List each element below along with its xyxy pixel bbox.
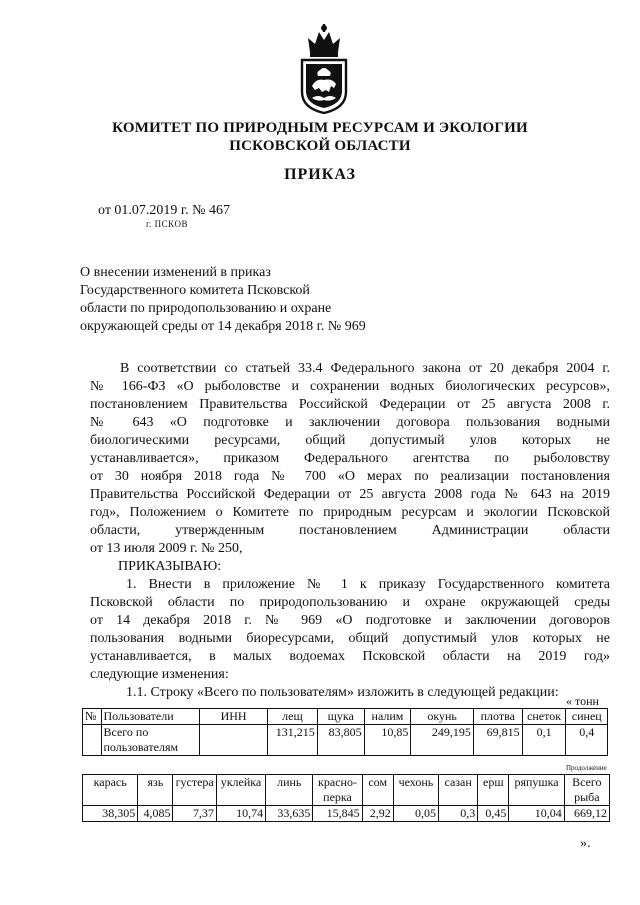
table-cell: 4,085 xyxy=(138,806,173,822)
order-date-number: от 01.07.2019 г. № 467 xyxy=(98,203,230,218)
table-cell: 38,305 xyxy=(83,806,138,822)
item1-line: 1. Внести в приложение № 1 к приказу Государственного комитета xyxy=(126,577,610,592)
item1-line: от 14 декабря 2018 г. № 969 «О подготовке и заключении договоров xyxy=(90,613,610,628)
item1-line: пользования водными биоресурсами, общий допустимый улов которых не xyxy=(90,631,610,646)
subject-line: Государственного комитета Псковской xyxy=(80,283,310,298)
table-cell: 7,37 xyxy=(173,806,216,822)
table-header-cell: налим xyxy=(364,709,411,725)
table-cell: 0,1 xyxy=(522,725,566,756)
table-header-cell: ряпушка xyxy=(509,775,564,806)
table-cell: 15,845 xyxy=(313,806,362,822)
preamble-line: области, утвержденным постановлением Администрации области xyxy=(90,523,610,538)
table-cell xyxy=(199,725,267,756)
table-header-cell: снеток xyxy=(522,709,566,725)
table-cell: 131,215 xyxy=(268,725,318,756)
table-header-row xyxy=(83,709,608,725)
table-cell: 10,74 xyxy=(216,806,265,822)
table-cell: 33,635 xyxy=(266,806,313,822)
table-cell: 2,92 xyxy=(362,806,393,822)
table-cell: 249,195 xyxy=(411,725,474,756)
preamble-line: Правительства Российской Федерации от 25 августа 2008 года № 643 на 2019 xyxy=(90,487,610,502)
table-header-cell: Всего рыба xyxy=(564,775,609,806)
table-row xyxy=(83,806,610,822)
table-header-cell: № xyxy=(83,709,102,725)
table-cell: 669,12 xyxy=(564,806,609,822)
table-header-cell: лещ xyxy=(268,709,318,725)
table-header-cell: чехонь xyxy=(393,775,438,806)
catch-table-part1 xyxy=(82,708,608,756)
table-header-cell: красно-перка xyxy=(313,775,362,806)
preamble-line: № 643 «О подготовке и заключении договора пользования водными xyxy=(90,415,610,430)
table-header-cell: сазан xyxy=(439,775,478,806)
table-cell: 0,3 xyxy=(439,806,478,822)
table-cell: 83,805 xyxy=(317,725,364,756)
document-type-title: ПРИКАЗ xyxy=(284,166,356,183)
table-header-cell: Пользователи xyxy=(101,709,199,725)
item1-line: устанавливается, в малых водоемах Псковской области на 2019 год» xyxy=(90,649,610,664)
subject-line: области по природопользованию и охране xyxy=(80,301,332,316)
closing-quote: ». xyxy=(580,836,591,851)
table-cell: 0,4 xyxy=(566,725,608,756)
table-header-cell: ерш xyxy=(478,775,509,806)
table-header-cell: густера xyxy=(173,775,216,806)
table-header-cell: окунь xyxy=(411,709,474,725)
preamble-line: от 30 ноября 2018 года № 700 «О мерах по реализации постановления xyxy=(90,469,610,484)
table-header-cell: линь xyxy=(266,775,313,806)
issue-city: г. ПСКОВ xyxy=(146,219,188,229)
table-header-cell: сом xyxy=(362,775,393,806)
table-cell: 69,815 xyxy=(473,725,522,756)
subject-line: О внесении изменений в приказ xyxy=(80,265,271,280)
unit-label: « тонн xyxy=(566,694,599,708)
item1-line: Псковской области по природопользованию и охране окружающей среды xyxy=(90,595,610,610)
table-header-cell: уклейка xyxy=(216,775,265,806)
item1-line: следующие изменения: xyxy=(90,667,229,682)
subject-line: окружающей среды от 14 декабря 2018 г. № 969 xyxy=(80,319,366,334)
table-header-cell: плотва xyxy=(473,709,522,725)
table-header-cell: щука xyxy=(317,709,364,725)
table-cell: Всего по пользователям xyxy=(101,725,199,756)
preamble-line: от 13 июля 2009 г. № 250, xyxy=(90,541,243,556)
table-header-row xyxy=(83,775,610,806)
table-cell: 0,45 xyxy=(478,806,509,822)
table-header-cell: синец xyxy=(566,709,608,725)
order-word: ПРИКАЗЫВАЮ: xyxy=(118,559,222,574)
item1-1-line: 1.1. Строку «Всего по пользователям» изложить в следующей редакции: xyxy=(126,685,559,700)
table-header-cell: ИНН xyxy=(199,709,267,725)
preamble-line: год», Положением о Комитете по природным ресурсам и экологии Псковской xyxy=(90,505,610,520)
catch-table-part2 xyxy=(82,774,610,822)
committee-name-line2: ПСКОВСКОЙ ОБЛАСТИ xyxy=(229,138,411,154)
table-cell: 0,05 xyxy=(393,806,438,822)
preamble-line: постановлением Правительства Российской Федерации от 25 августа 2008 г. xyxy=(90,397,610,412)
order-body xyxy=(90,360,610,702)
table-cell: 10,04 xyxy=(509,806,564,822)
table-header-cell: карась xyxy=(83,775,138,806)
table-row xyxy=(83,725,608,756)
preamble-line: устанавливается», приказом Федерального агентства по рыболовству xyxy=(90,451,610,466)
table-header-cell: язь xyxy=(138,775,173,806)
table-cell xyxy=(83,725,102,756)
preamble-line: биологическими ресурсами, общий допустимый улов которых не xyxy=(90,433,610,448)
pskov-coat-of-arms-icon xyxy=(298,22,350,114)
table-cell: 10,85 xyxy=(364,725,411,756)
order-subject xyxy=(80,264,380,336)
continuation-label: Продолжение xyxy=(566,764,607,772)
preamble-line: № 166-ФЗ «О рыболовстве и сохранении водных биологических ресурсов», xyxy=(90,379,610,394)
committee-name-line1: КОМИТЕТ ПО ПРИРОДНЫМ РЕСУРСАМ И ЭКОЛОГИИ xyxy=(112,120,528,136)
preamble-line: В соответствии со статьей 33.4 Федерального закона от 20 декабря 2004 г. xyxy=(120,361,610,376)
